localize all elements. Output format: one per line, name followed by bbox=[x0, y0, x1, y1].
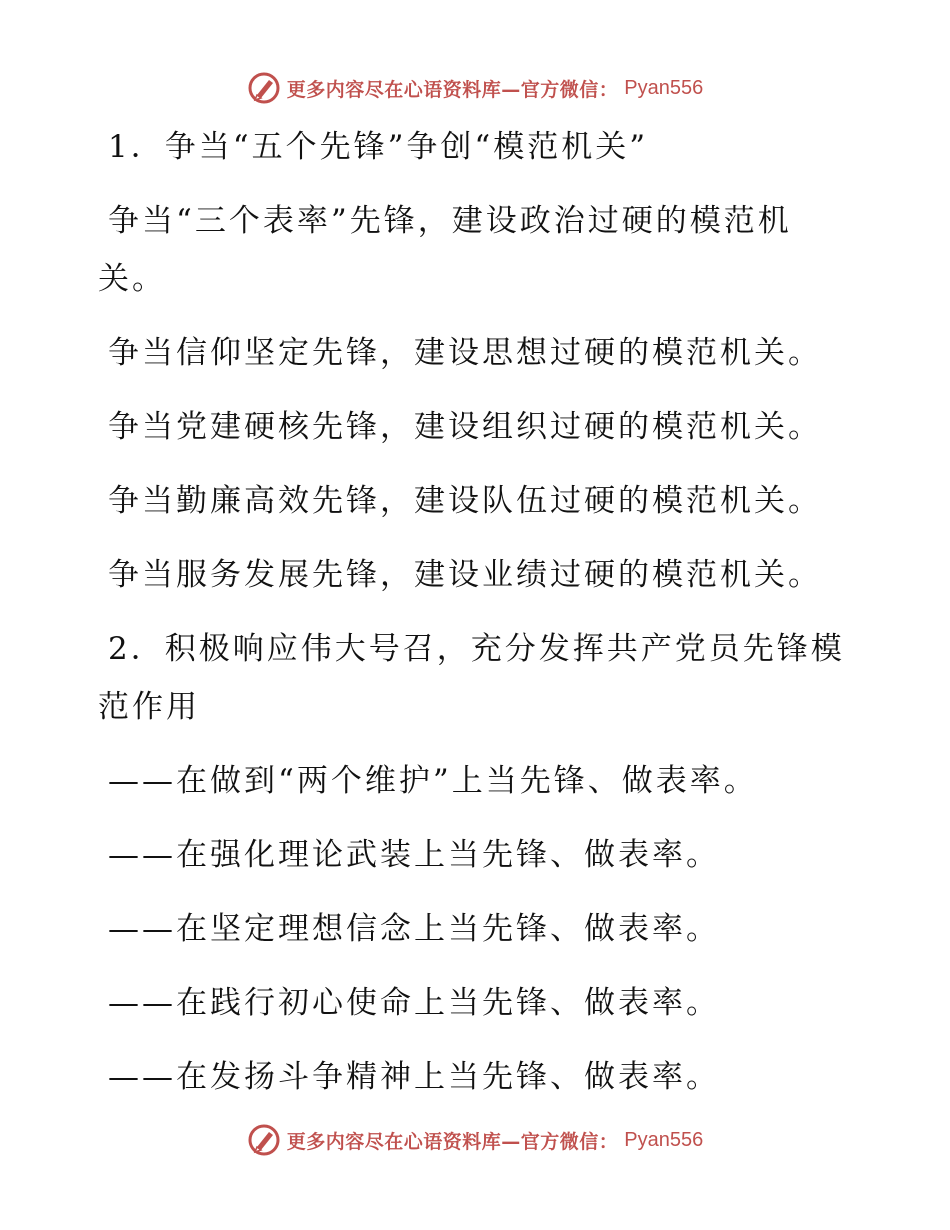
document-body bbox=[98, 118, 850, 1122]
text-line: 1．争当“五个先锋”争创“模范机关” bbox=[108, 129, 649, 165]
heading-2 bbox=[98, 620, 850, 736]
text-line: 争当党建硬核先锋，建设组织过硬的模范机关。 bbox=[108, 409, 822, 445]
watermark-text: 更多内容尽在心语资料库—官方微信： bbox=[286, 1130, 619, 1153]
list-item bbox=[98, 900, 850, 958]
watermark-id: Pyan556 bbox=[624, 1128, 704, 1151]
watermark-id: Pyan556 bbox=[624, 76, 704, 99]
text-line: 争当“三个表率”先锋，建设政治过硬的模范机 bbox=[108, 203, 792, 239]
paragraph bbox=[98, 324, 850, 382]
pen-logo-icon bbox=[247, 71, 281, 105]
list-item bbox=[98, 1048, 850, 1106]
text-line: ——在做到“两个维护”上当先锋、做表率。 bbox=[108, 763, 758, 799]
text-line: ——在发扬斗争精神上当先锋、做表率。 bbox=[108, 1059, 720, 1095]
list-item bbox=[98, 826, 850, 884]
text-line: ——在强化理论武装上当先锋、做表率。 bbox=[108, 837, 720, 873]
text-line: ——在坚定理想信念上当先锋、做表率。 bbox=[108, 911, 720, 947]
header-watermark bbox=[0, 68, 950, 108]
pen-logo-icon bbox=[247, 1123, 281, 1157]
paragraph bbox=[98, 192, 850, 308]
paragraph bbox=[98, 398, 850, 456]
list-item bbox=[98, 974, 850, 1032]
text-line: ——在践行初心使命上当先锋、做表率。 bbox=[108, 985, 720, 1021]
paragraph bbox=[98, 546, 850, 604]
footer-watermark bbox=[0, 1120, 950, 1160]
list-item bbox=[98, 752, 850, 810]
text-line: 范作用 bbox=[98, 689, 200, 725]
heading-1 bbox=[98, 118, 850, 176]
text-line: 2．积极响应伟大号召，充分发挥共产党员先锋模 bbox=[108, 631, 845, 667]
text-line: 争当勤廉高效先锋，建设队伍过硬的模范机关。 bbox=[108, 483, 822, 519]
text-line: 争当服务发展先锋，建设业绩过硬的模范机关。 bbox=[108, 557, 822, 593]
paragraph bbox=[98, 472, 850, 530]
text-line: 争当信仰坚定先锋，建设思想过硬的模范机关。 bbox=[108, 335, 822, 371]
watermark-text: 更多内容尽在心语资料库—官方微信： bbox=[286, 78, 619, 101]
text-line: 关。 bbox=[98, 261, 166, 297]
